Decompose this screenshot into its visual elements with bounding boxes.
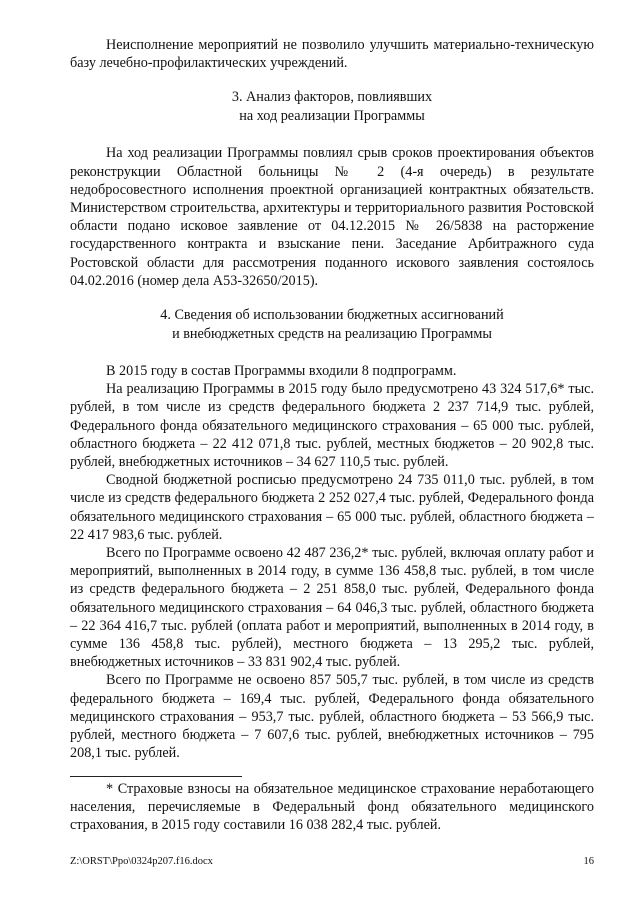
footer-file-path: Z:\ORST\Ppo\0324p207.f16.docx: [70, 856, 213, 867]
section-3-heading-line-1: 3. Анализ факторов, повлиявших: [231, 89, 433, 106]
intro-paragraph: Неисполнение мероприятий не позволило улучшить материально-техническую базу лечебно-профилактических учреждений.: [70, 37, 594, 72]
section-4-heading-line-1: 4. Сведения об использовании бюджетных ассигнований: [160, 307, 504, 324]
footnote-separator: [70, 776, 242, 777]
section-3-paragraph: На ход реализации Программы повлиял срыв сроков проектирования объектов реконструкции Областной больницы № 2 (4-я очередь) в результате недобросовестного исполнения проектной организацией контрактных обязательств. Министерством строительства, архитектуры и территориального развития Ростовской области подано исковое заявление от 04.12.2015 № 26/5838 на расторжение государственного контракта и взыскание пени. Заседание Арбитражного суда Ростовской области для рассмотрения поданного искового заявления состоялось 04.02.2016 (номер дела А53-32650/2015).: [70, 145, 594, 289]
footnote: * Страховые взносы на обязательное медицинское страхование неработающего населения, перечисляемые в Федеральный фонд обязательного медицинского страхования, в 2015 году составили 16 038 282,4 тыс. рублей.: [70, 781, 594, 834]
document-page: [70, 36, 594, 763]
section-3-heading: [70, 88, 594, 125]
section-4-heading: [70, 306, 594, 343]
section-4-paragraph-unspent-funds: Всего по Программе не освоено 857 505,7 тыс. рублей, в том числе из средств федерального бюджета – 169,4 тыс. рублей, Федерального фонда обязательного медицинского страхования – 953,7 тыс. рублей, областного бюджета – 53 566,9 тыс. рублей, местного бюджета – 7 607,6 тыс. рублей, внебюджетных источников – 795 208,1 тыс. рублей.: [70, 672, 594, 762]
section-4-paragraph-planned-funding: На реализацию Программы в 2015 году было предусмотрено 43 324 517,6* тыс. рублей, в том числе из средств федерального бюджета 2 237 714,9 тыс. рублей, Федерального фонда обязательного медицинского страхования – 65 000 тыс. рублей, областного бюджета – 22 412 071,8 тыс. рублей, местных бюджетов – 20 902,8 тыс. рублей, внебюджетных источников – 34 627 110,5 тыс. рублей.: [70, 381, 594, 471]
section-3-heading-line-2: на ход реализации Программы: [239, 107, 425, 124]
section-4-heading-line-2: и внебюджетных средств на реализацию Программы: [172, 325, 492, 342]
page-number: 16: [583, 856, 594, 867]
section-4-paragraph-spent-funds: Всего по Программе освоено 42 487 236,2* тыс. рублей, включая оплату работ и мероприятий, выполненных в 2014 году, в сумме 136 458,8 тыс. рублей, в том числе из средств федерального бюджета – 2 251 858,0 тыс. рублей, Федерального фонда обязательного медицинского страхования – 64 046,3 тыс. рублей, областного бюджета – 22 364 416,7 тыс. рублей (оплата работ и мероприятий, выполненных в 2014 году, в сумме 136 458,8 тыс. рублей), местного бюджета – 13 295,2 тыс. рублей, внебюджетных источников – 33 831 902,4 тыс. рублей.: [70, 545, 594, 671]
section-4-paragraph-subprograms: В 2015 году в состав Программы входили 8 подпрограмм.: [106, 363, 457, 380]
section-4-paragraph-budget-schedule: Сводной бюджетной росписью предусмотрено 24 735 011,0 тыс. рублей, в том числе из средств федерального бюджета 2 252 027,4 тыс. рублей, Федерального фонда обязательного медицинского страхования – 65 000 тыс. рублей, областного бюджета – 22 417 983,6 тыс. рублей.: [70, 472, 594, 543]
page-footer: [70, 856, 594, 870]
